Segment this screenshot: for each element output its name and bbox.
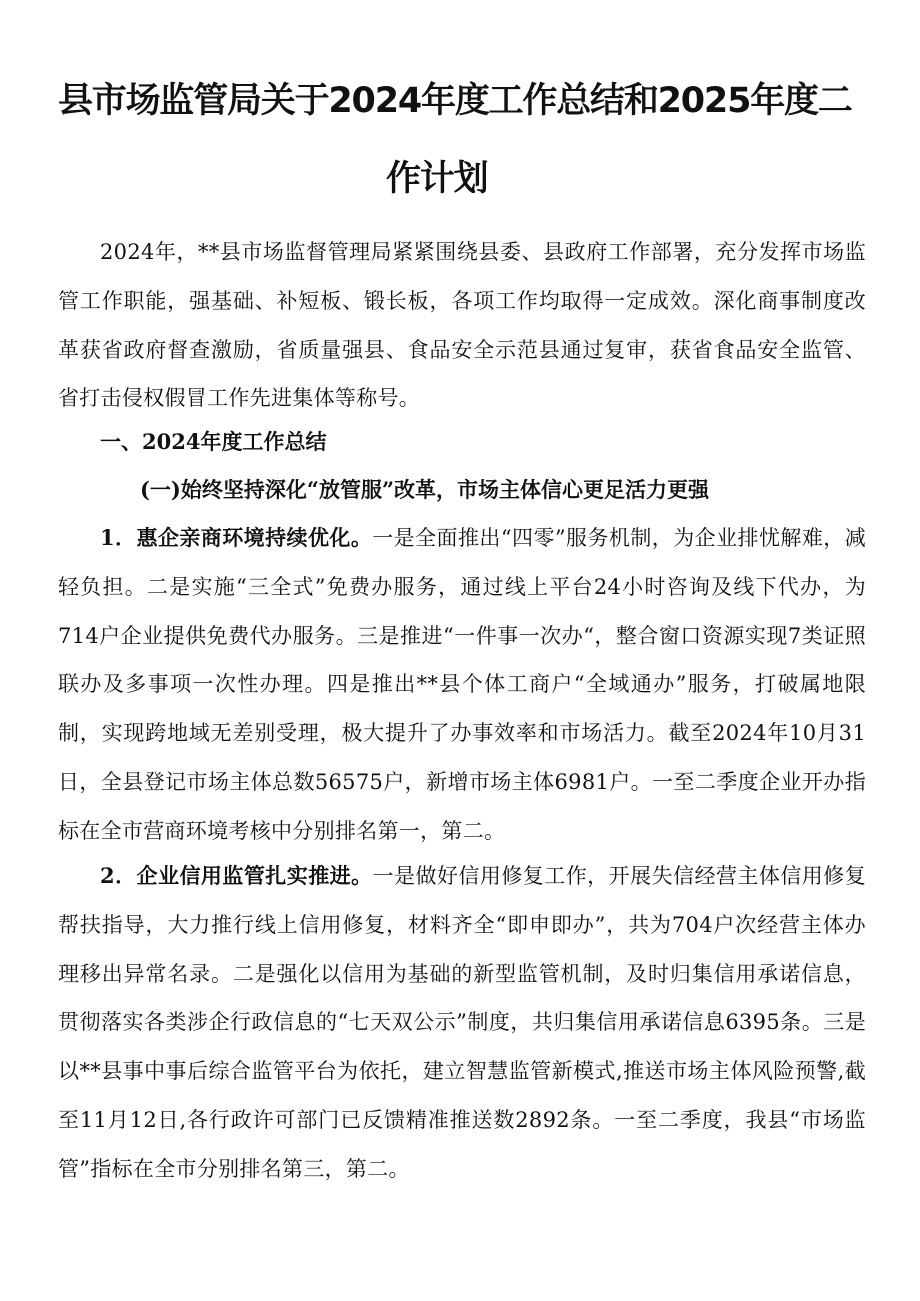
- item-2-lead: 2．企业信用监管扎实推进。: [100, 863, 373, 888]
- intro-paragraph: 2024年，**县市场监督管理局紧紧围绕县委、县政府工作部署，充分发挥市场监管工作职能，强基础、补短板、锻长板，各项工作均取得一定成效。深化商事制度改革获省政府督查激励，省质量强县、食品安全示范县通过复审，获省食品安全监管、省打击侵权假冒工作先进集体等称号。: [58, 240, 866, 411]
- item-1-body: 一是全面推出“四零”服务机制，为企业排忧解难，减轻负担。二是实施“三全式”免费办服务，通过线上平台24小时咨询及线下代办，为714户企业提供免费代办服务。三是推进“一件事一次办“，整合窗口资源实现7类证照联办及多事项一次性办理。四是推出**县个体工商户“全域通办”服务，打破属地限制，实现跨地域无差别受理，极大提升了办事效率和市场活力。截至2024年10月31日，全县登记市场主体总数56575户，新增市场主体6981户。一至二季度企业开办指标在全市营商环境考核中分别排名第一，第二。: [58, 526, 866, 843]
- item-paragraph-2: [58, 852, 866, 1194]
- document-title-line-2: 作计划: [386, 159, 488, 199]
- item-2-body: 一是做好信用修复工作，开展失信经营主体信用修复帮扶指导，大力推行线上信用修复，材料齐全“即申即办”，共为704户次经营主体办理移出异常名录。二是强化以信用为基础的新型监管机制，及时归集信用承诺信息，贯彻落实各类涉企行政信息的“七天双公示”制度，共归集信用承诺信息6395条。三是以**县事中事后综合监管平台为依托，建立智慧监管新模式,推送市场主体风险预警,截至11月12日,各行政许可部门已反馈精准推送数2892条。一至二季度，我县“市场监管”指标在全市分别排名第三，第二。: [58, 864, 866, 1181]
- section-heading-1: 一、2024年度工作总结: [100, 429, 327, 454]
- document-title-line-1: 县市场监管局关于2024年度工作总结和2025年度二: [58, 81, 852, 121]
- item-1-lead: 1．惠企亲商环境持续优化。: [100, 525, 373, 550]
- subsection-heading-1: (一)始终坚持深化“放管服”改革，市场主体信心更足活力更强: [140, 477, 710, 502]
- item-paragraph-1: [58, 514, 866, 856]
